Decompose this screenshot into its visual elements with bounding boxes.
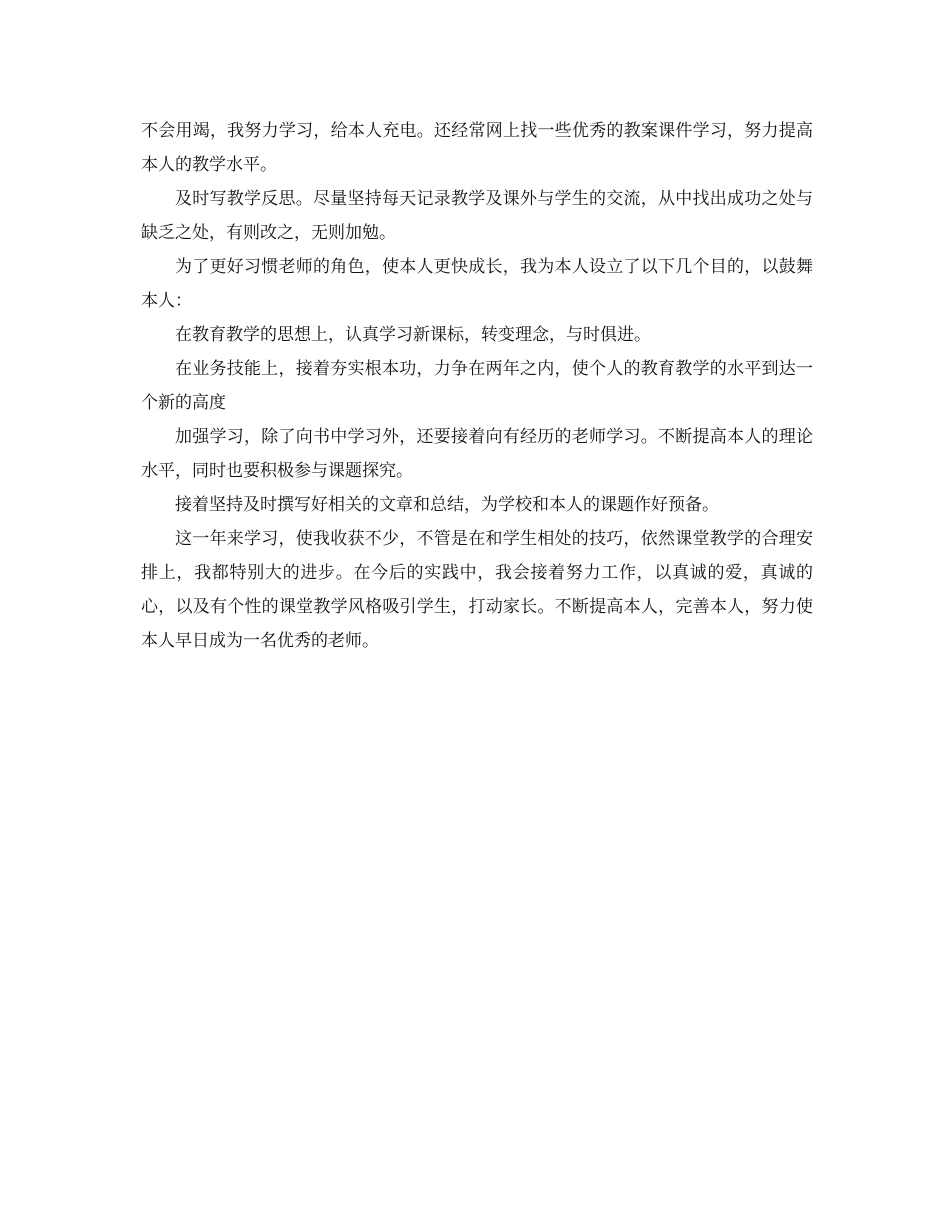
paragraph-3: 为了更好习惯老师的角色，使本人更快成长，我为本人设立了以下几个目的，以鼓舞本人： — [141, 257, 813, 311]
paragraph-4: 在教育教学的思想上，认真学习新课标，转变理念，与时俱进。 — [175, 325, 651, 345]
paragraph-7: 接着坚持及时撰写好相关的文章和总结，为学校和本人的课题作好预备。 — [175, 495, 719, 515]
paragraph-6: 加强学习，除了向书中学习外，还要接着向有经历的老师学习。不断提高本人的理论水平，同时也要积极参与课题探究。 — [141, 427, 813, 481]
paragraph-2: 及时写教学反思。尽量坚持每天记录教学及课外与学生的交流，从中找出成功之处与缺乏之处，有则改之，无则加勉。 — [141, 189, 813, 243]
paragraph-5: 在业务技能上，接着夯实根本功，力争在两年之内，使个人的教育教学的水平到达一个新的高度 — [141, 359, 813, 413]
paragraph-8: 这一年来学习，使我收获不少，不管是在和学生相处的技巧，依然课堂教学的合理安排上，我都特别大的进步。在今后的实践中，我会接着努力工作，以真诚的爱，真诚的心，以及有个性的课堂教学风格吸引学生，打动家长。不断提高本人，完善本人，努力使本人早日成为一名优秀的老师。 — [141, 529, 813, 651]
paragraph-1: 不会用竭，我努力学习，给本人充电。还经常网上找一些优秀的教案课件学习，努力提高本人的教学水平。 — [141, 121, 813, 175]
document-body — [141, 114, 813, 658]
